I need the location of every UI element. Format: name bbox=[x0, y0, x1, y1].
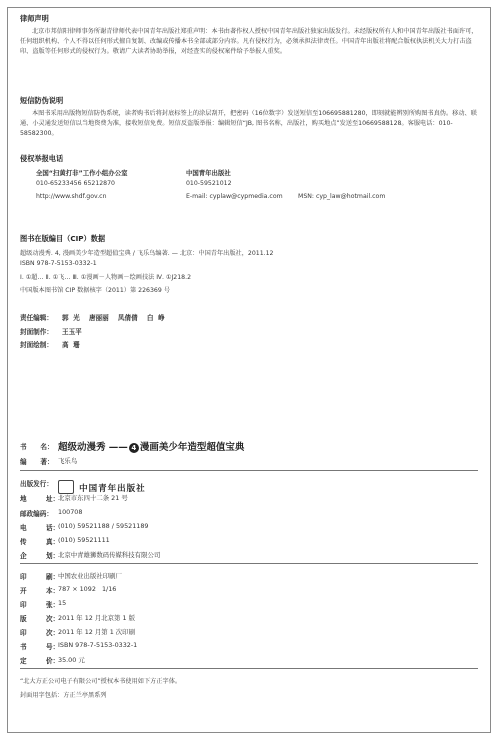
impression-value: 2011 年 12 月第 1 次印刷 bbox=[58, 628, 135, 636]
plan-label-c2: 划： bbox=[46, 552, 60, 560]
price-value: 35.00 元 bbox=[58, 656, 85, 664]
draw-value: 高 珊 bbox=[62, 341, 80, 349]
report-left-name: 全国“扫黄打非”工作小组办公室 bbox=[36, 169, 128, 177]
author-value: 飞乐鸟 bbox=[58, 457, 78, 465]
draw-label: 封面绘制： bbox=[20, 341, 53, 349]
zip-label: 邮政编码： bbox=[20, 510, 53, 518]
lawyer-body: 北京市邦信阳律师事务所谢青律师代表中国青年出版社郑重声明：本书由著作权人授权中国青年出版社独家出版发行。未经版权所有人和中国青年出版社书面许可，任何组织机构、个人不得以任何形式擅自复制、改编或传播本书全部或部分内容。凡有侵权行为，必须承担法律责任。中国青年出版社将配合版权执法机关大力打击盗印、盗版等任何形式的侵权行为。敬请广大读者协助举报，对经查实的侵权案件给予举报人重奖。 bbox=[20, 28, 478, 56]
report-heading: 侵权举报电话 bbox=[20, 154, 64, 163]
footer-line1: “北大方正公司电子有限公司”授权本书使用如下方正字体。 bbox=[20, 678, 182, 685]
divider-2 bbox=[20, 563, 478, 564]
isbn-label-c2: 号： bbox=[46, 643, 60, 651]
report-right-msn: MSN: cyp_law@hotmail.com bbox=[298, 193, 386, 200]
plan-value: 北京中青雄狮数码传媒科技有限公司 bbox=[58, 551, 161, 559]
edition-label-c2: 次： bbox=[46, 615, 60, 623]
sms-heading: 短信防伪说明 bbox=[20, 96, 64, 105]
sheets-label-c1: 印 bbox=[20, 601, 27, 609]
title-label: 书 名： bbox=[20, 443, 54, 451]
format-label-c1: 开 bbox=[20, 587, 27, 595]
author-label: 编 著： bbox=[20, 458, 54, 466]
fax-label-c1: 传 bbox=[20, 538, 27, 546]
printer-label-c1: 印 bbox=[20, 573, 27, 581]
fax-value: (010) 59521111 bbox=[58, 536, 110, 544]
cip-line3: Ⅰ. ①超… Ⅱ. ①飞… Ⅲ. ①漫画－人物画－绘画技法 Ⅳ. ①J218.2 bbox=[20, 274, 192, 281]
publisher-logo-text: 中国青年出版社 bbox=[79, 484, 146, 494]
sheets-value: 15 bbox=[58, 599, 67, 607]
edition-value: 2011 年 12 月北京第 1 版 bbox=[58, 614, 135, 622]
cip-line2: ISBN 978-7-5153-0332-1 bbox=[20, 260, 97, 267]
price-label-c2: 价： bbox=[46, 657, 60, 665]
edition-label-c1: 版 bbox=[20, 615, 27, 623]
volume-number-icon: 4 bbox=[129, 443, 139, 453]
addr-label-c1: 地 bbox=[20, 495, 27, 503]
plan-label-c1: 企 bbox=[20, 552, 27, 560]
cip-line4: 中国版本图书馆 CIP 数据核字（2011）第 226369 号 bbox=[20, 287, 170, 294]
pub-label: 出版发行： bbox=[20, 480, 53, 488]
tel-value: (010) 59521188 / 59521189 bbox=[58, 522, 149, 530]
isbn-value: ISBN 978-7-5153-0332-1 bbox=[58, 641, 138, 649]
price-label-c1: 定 bbox=[20, 657, 27, 665]
printer-label-c2: 刷： bbox=[46, 573, 60, 581]
zip-value: 100708 bbox=[58, 508, 83, 516]
addr-value: 北京市东四十二条 21 号 bbox=[58, 494, 128, 502]
report-right-name: 中国青年出版社 bbox=[186, 169, 231, 177]
tel-label-c2: 话： bbox=[46, 524, 60, 532]
editor-value: 郭 光 唐丽丽 凤倩倩 白 峥 bbox=[62, 314, 165, 322]
book-title-sub: 漫画美少年造型超值宝典 bbox=[139, 442, 245, 453]
divider-3 bbox=[20, 668, 478, 669]
design-label: 封面制作： bbox=[20, 328, 53, 336]
isbn-label-c1: 书 bbox=[20, 643, 27, 651]
format-label-c2: 本： bbox=[46, 587, 60, 595]
tel-label-c1: 电 bbox=[20, 524, 27, 532]
report-right-email: E-mail: cyplaw@cypmedia.com bbox=[186, 193, 283, 200]
addr-label-c2: 址： bbox=[46, 495, 60, 503]
footer-line2: 封面用字包括：方正兰亭黑系列 bbox=[20, 692, 107, 699]
report-left-web: http://www.shdf.gov.cn bbox=[36, 193, 107, 200]
report-left-phone: 010-65233456 65212870 bbox=[36, 180, 115, 187]
design-value: 王玉平 bbox=[62, 328, 82, 336]
editor-label: 责任编辑： bbox=[20, 314, 53, 322]
book-title-main: 超级动漫秀 —— bbox=[58, 442, 128, 453]
sms-body: 本图书采用出版物短信防伪系统，读者购书后将封底标签上的涂层刮开，把密码（16位数字）发送短信至106695881280，即刻就能辨别所购图书真伪。移动、联通、小灵通发送短信以当地资费为准，接收短信免费。短信反盗版举报：编辑短信“JB, 图书名称，出版社，购买地点”发送至10669588128。客服电话：010-58582300。 bbox=[20, 110, 477, 138]
sheets-label-c2: 张： bbox=[46, 601, 60, 609]
cip-heading: 图书在版编目（CIP）数据 bbox=[20, 234, 106, 243]
publisher-logo-icon bbox=[58, 480, 74, 494]
impression-label-c2: 次： bbox=[46, 629, 60, 637]
divider-1 bbox=[20, 470, 478, 471]
printer-value: 中国农业出版社印刷厂 bbox=[58, 572, 122, 580]
book-title bbox=[58, 439, 244, 453]
cip-line1: 超级动漫秀. 4, 漫画美少年造型超值宝典 / 飞乐鸟编著. — 北京：中国青年出版社，2011.12 bbox=[20, 250, 274, 257]
lawyer-heading: 律师声明 bbox=[20, 14, 49, 23]
report-right-phone: 010-59521012 bbox=[186, 180, 232, 187]
fax-label-c2: 真： bbox=[46, 538, 60, 546]
impression-label-c1: 印 bbox=[20, 629, 27, 637]
format-value: 787 × 1092 1/16 bbox=[58, 585, 117, 593]
